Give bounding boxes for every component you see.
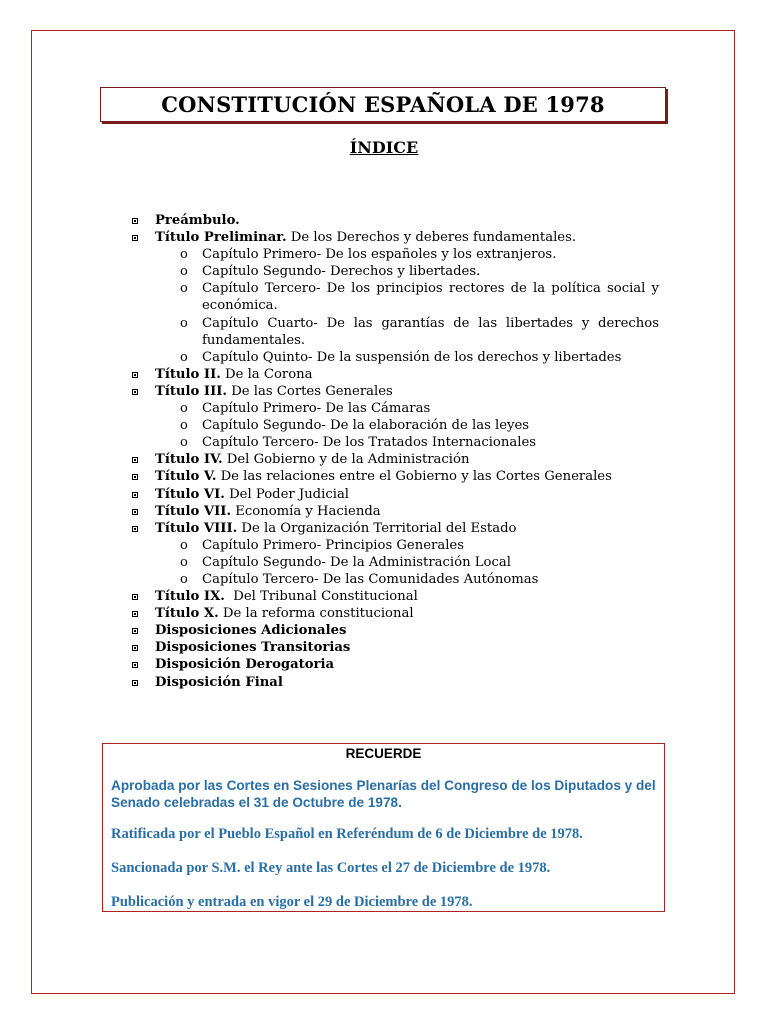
- square-bullet-icon: [132, 235, 138, 241]
- circle-bullet-icon: o: [180, 264, 188, 280]
- toc-subitem: [130, 434, 659, 451]
- circle-bullet-icon: o: [180, 401, 188, 417]
- toc-item-text: De las relaciones entre el Gobierno y las Cortes Generales: [216, 469, 612, 485]
- circle-bullet-icon: o: [180, 435, 188, 451]
- toc-item: [130, 383, 659, 400]
- toc-item-text: Capítulo Primero- De las Cámaras: [202, 401, 431, 417]
- toc-item: [130, 656, 659, 673]
- toc-item-text: Capítulo Tercero- De las Comunidades Autónomas: [202, 571, 539, 587]
- toc-item-title: Título III.: [155, 383, 227, 399]
- toc-item-text: De la Corona: [220, 366, 313, 382]
- square-bullet-icon: [132, 509, 138, 515]
- toc-item: [130, 520, 659, 537]
- toc-subitem: [130, 571, 659, 588]
- toc-subitem: [130, 417, 659, 434]
- toc-item: [130, 503, 659, 520]
- toc-subitem: [130, 537, 659, 554]
- toc-item-text: Capítulo Tercero- De los Tratados Internacionales: [202, 435, 537, 451]
- toc-subitem: [130, 349, 659, 366]
- toc-item-title: Disposiciones Transitorias: [155, 640, 351, 656]
- toc-item: [130, 486, 659, 503]
- toc-item-text: Del Gobierno y de la Administración: [222, 452, 470, 468]
- toc-item-text: Capítulo Segundo- De la Administración Local: [202, 554, 511, 570]
- index-heading: ÍNDICE: [349, 138, 419, 157]
- sancionada-text: Sancionada por S.M. el Rey ante las Cortes el 27 de Diciembre de 1978.: [111, 860, 551, 876]
- toc-item-title: Disposiciones Adicionales: [155, 623, 347, 639]
- square-bullet-icon: [132, 389, 138, 395]
- toc-subitem: [130, 263, 659, 280]
- circle-bullet-icon: o: [180, 281, 188, 297]
- table-of-contents: [130, 212, 664, 691]
- square-bullet-icon: [132, 645, 138, 651]
- circle-bullet-icon: o: [180, 349, 188, 365]
- toc-item-text: Capítulo Quinto- De la suspensión de los derechos y libertades: [202, 349, 622, 365]
- toc-item-text: Capítulo Primero- Principios Generales: [202, 537, 464, 553]
- document-title: CONSTITUCIÓN ESPAÑOLA DE 1978: [161, 92, 605, 117]
- toc-item: [130, 229, 659, 246]
- square-bullet-icon: [132, 628, 138, 634]
- toc-item-text: Capítulo Segundo- Derechos y libertades.: [202, 264, 481, 280]
- toc-subitem: [130, 246, 659, 263]
- circle-bullet-icon: o: [180, 554, 188, 570]
- publicacion-text: Publicación y entrada en vigor el 29 de Diciembre de 1978.: [111, 894, 473, 910]
- circle-bullet-icon: o: [180, 418, 188, 434]
- title-box: [100, 87, 666, 122]
- toc-item-title: Título Preliminar.: [155, 230, 287, 246]
- toc-subitem: [130, 554, 659, 571]
- toc-item-text: De la Organización Territorial del Estado: [237, 520, 517, 536]
- toc-item-text: Del Poder Judicial: [224, 486, 350, 502]
- toc-item-title: Título VI.: [155, 486, 225, 502]
- toc-item-title: Título II.: [155, 366, 221, 382]
- square-bullet-icon: [132, 492, 138, 498]
- toc-item-title: Título IV.: [155, 452, 223, 468]
- toc-item: [130, 622, 659, 639]
- toc-item-title: Título IX.: [155, 589, 225, 605]
- circle-bullet-icon: o: [180, 571, 188, 587]
- recuerde-heading: RECUERDE: [345, 746, 422, 761]
- square-bullet-icon: [132, 611, 138, 617]
- toc-item-text: Capítulo Primero- De los españoles y los extranjeros.: [202, 247, 557, 263]
- toc-item-text: Del Tribunal Constitucional: [224, 589, 418, 605]
- recuerde-box: [102, 743, 665, 912]
- toc-item-text: Capítulo Segundo- De la elaboración de las leyes: [202, 418, 530, 434]
- toc-item: [130, 588, 659, 605]
- toc-subitem: [130, 280, 664, 314]
- toc-item: [130, 366, 659, 383]
- toc-item: [130, 674, 659, 691]
- toc-item: [130, 212, 659, 229]
- toc-item-title: Disposición Final: [155, 674, 283, 690]
- circle-bullet-icon: o: [180, 315, 188, 331]
- ratificada-text: Ratificada por el Pueblo Español en Referéndum de 6 de Diciembre de 1978.: [111, 826, 583, 842]
- toc-item-title: Preámbulo.: [155, 213, 240, 228]
- aprobada-text: Aprobada por las Cortes en Sesiones Plenarías del Congreso de los Diputados y del Senado celebradas el 31 de Octubre de 1978.: [111, 778, 656, 810]
- square-bullet-icon: [132, 662, 138, 668]
- toc-item: [130, 451, 659, 468]
- toc-item-text: De la reforma constitucional: [218, 606, 414, 622]
- toc-item-title: Título X.: [155, 606, 219, 622]
- toc-item: [130, 468, 659, 485]
- toc-item-title: Título V.: [155, 469, 217, 485]
- square-bullet-icon: [132, 594, 138, 600]
- toc-item-title: Título VII.: [155, 503, 232, 519]
- toc-item-text: Economía y Hacienda: [231, 503, 381, 519]
- circle-bullet-icon: o: [180, 537, 188, 553]
- toc-item-text: De los Derechos y deberes fundamentales.: [286, 230, 577, 246]
- square-bullet-icon: [132, 372, 138, 378]
- square-bullet-icon: [132, 474, 138, 480]
- square-bullet-icon: [132, 526, 138, 532]
- toc-item: [130, 605, 659, 622]
- toc-item: [130, 639, 659, 656]
- toc-subitem: [130, 315, 664, 349]
- toc-item-text: Capítulo Tercero- De los principios rectores de la política social y económica.: [202, 281, 664, 314]
- toc-item-title: Título VIII.: [155, 520, 238, 536]
- square-bullet-icon: [132, 680, 138, 686]
- toc-item-text: Capítulo Cuarto- De las garantías de las libertades y derechos fundamentales.: [202, 315, 664, 348]
- square-bullet-icon: [132, 218, 138, 224]
- toc-subitem: [130, 400, 659, 417]
- toc-item-text: De las Cortes Generales: [227, 383, 393, 399]
- square-bullet-icon: [132, 457, 138, 463]
- circle-bullet-icon: o: [180, 247, 188, 263]
- toc-item-title: Disposición Derogatoria: [155, 657, 335, 673]
